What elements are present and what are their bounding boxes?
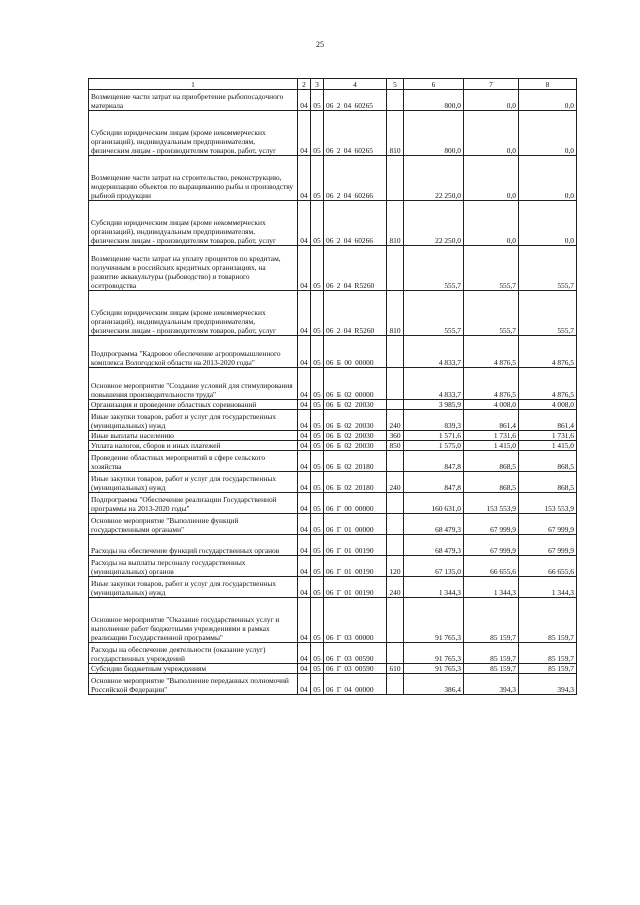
row-amount-col6: 555,7	[404, 246, 464, 291]
row-name: Основное мероприятие "Выполнение переданных полномочий Российской Федерации"	[89, 674, 298, 695]
row-subsection: 05	[311, 368, 324, 400]
row-amount-col6: 1 571,6	[404, 431, 464, 441]
table-row	[89, 664, 577, 674]
row-subsection: 05	[311, 535, 324, 556]
row-target-code: 06 2 04 R5260	[324, 291, 387, 336]
table-row	[89, 556, 577, 577]
row-section: 04	[298, 90, 311, 111]
row-amount-col6: 847,8	[404, 451, 464, 472]
row-name: Возмещение части затрат на приобретение рыбопосадочного материала	[89, 90, 298, 111]
row-amount-col8: 4 876,5	[519, 336, 577, 368]
table-row	[89, 111, 577, 156]
row-name: Возмещение части затрат на уплату процентов по кредитам, полученным в российских кредитных организациях, на развитие аквакультуры (рыбоводство) и товарного осетроводства	[89, 246, 298, 291]
row-subsection: 05	[311, 336, 324, 368]
row-amount-col8: 0,0	[519, 90, 577, 111]
row-amount-col6: 68 479,3	[404, 514, 464, 535]
row-amount-col6: 91 765,3	[404, 643, 464, 664]
row-amount-col6: 555,7	[404, 291, 464, 336]
row-target-code: 06 Б 02 20180	[324, 472, 387, 493]
row-amount-col7: 394,3	[464, 674, 519, 695]
row-amount-col7: 85 159,7	[464, 664, 519, 674]
row-name: Уплата налогов, сборов и иных платежей	[89, 441, 298, 451]
row-target-code: 06 2 04 R5260	[324, 246, 387, 291]
header-row	[89, 79, 577, 90]
row-amount-col7: 868,5	[464, 472, 519, 493]
row-section: 04	[298, 156, 311, 201]
row-target-code: 06 Г 01 00000	[324, 514, 387, 535]
row-target-code: 06 Б 02 20030	[324, 400, 387, 410]
row-amount-col7: 85 159,7	[464, 643, 519, 664]
row-amount-col6: 386,4	[404, 674, 464, 695]
row-amount-col6: 3 985,9	[404, 400, 464, 410]
row-amount-col8: 0,0	[519, 156, 577, 201]
row-target-code: 06 Г 03 00590	[324, 643, 387, 664]
header-cell: 1	[89, 79, 298, 90]
row-target-code: 06 Б 02 20180	[324, 451, 387, 472]
table-row	[89, 472, 577, 493]
header-cell: 5	[387, 79, 404, 90]
table-row	[89, 201, 577, 246]
table-row	[89, 156, 577, 201]
row-amount-col8: 555,7	[519, 291, 577, 336]
row-amount-col7: 1 415,0	[464, 441, 519, 451]
row-amount-col7: 66 655,6	[464, 556, 519, 577]
table-row	[89, 368, 577, 400]
row-section: 04	[298, 451, 311, 472]
row-name: Расходы на обеспечение деятельности (оказание услуг) государственных учреждений	[89, 643, 298, 664]
table-row	[89, 336, 577, 368]
row-subsection: 05	[311, 90, 324, 111]
row-name: Проведение областных мероприятий в сфере сельского хозяйства	[89, 451, 298, 472]
row-amount-col7: 868,5	[464, 451, 519, 472]
row-amount-col6: 67 135,0	[404, 556, 464, 577]
table-row	[89, 643, 577, 664]
row-subsection: 05	[311, 451, 324, 472]
row-section: 04	[298, 291, 311, 336]
row-name: Подпрограмма "Обеспечение реализации Государственной программы на 2013-2020 годы"	[89, 493, 298, 514]
row-section: 04	[298, 441, 311, 451]
row-amount-col7: 0,0	[464, 156, 519, 201]
row-amount-col8: 67 999,9	[519, 535, 577, 556]
row-target-code: 06 Г 03 00590	[324, 664, 387, 674]
row-section: 04	[298, 556, 311, 577]
row-section: 04	[298, 472, 311, 493]
table-row	[89, 410, 577, 431]
row-subsection: 05	[311, 556, 324, 577]
row-subsection: 05	[311, 493, 324, 514]
row-name: Возмещение части затрат на строительство, реконструкцию, модернизацию объектов по выращиванию рыбы и производству рыбной продукции	[89, 156, 298, 201]
table-row	[89, 493, 577, 514]
row-amount-col8: 868,5	[519, 451, 577, 472]
row-target-code: 06 2 04 60266	[324, 201, 387, 246]
row-section: 04	[298, 201, 311, 246]
header-cell: 3	[311, 79, 324, 90]
row-amount-col6: 800,0	[404, 111, 464, 156]
row-amount-col8: 85 159,7	[519, 598, 577, 643]
row-expense-type	[387, 493, 404, 514]
header-cell: 2	[298, 79, 311, 90]
table-row	[89, 90, 577, 111]
row-section: 04	[298, 246, 311, 291]
row-amount-col7: 67 999,9	[464, 514, 519, 535]
row-amount-col7: 555,7	[464, 291, 519, 336]
row-section: 04	[298, 577, 311, 598]
row-amount-col6: 68 479,3	[404, 535, 464, 556]
header-cell: 6	[404, 79, 464, 90]
row-amount-col8: 4 876,5	[519, 368, 577, 400]
row-subsection: 05	[311, 431, 324, 441]
row-subsection: 05	[311, 111, 324, 156]
row-amount-col7: 0,0	[464, 201, 519, 246]
row-name: Основное мероприятие "Оказание государственных услуг и выполнение работ бюджетными учреждениями в рамках реализации Государственной программы"	[89, 598, 298, 643]
row-subsection: 05	[311, 410, 324, 431]
row-amount-col6: 91 765,3	[404, 598, 464, 643]
row-amount-col8: 1 344,3	[519, 577, 577, 598]
row-subsection: 05	[311, 643, 324, 664]
row-amount-col7: 67 999,9	[464, 535, 519, 556]
row-name: Субсидии юридическим лицам (кроме некоммерческих организаций), индивидуальным предпринимателям, физическим лицам - производителям товаров, работ, услуг	[89, 201, 298, 246]
row-amount-col8: 868,5	[519, 472, 577, 493]
row-amount-col6: 22 250,0	[404, 156, 464, 201]
row-target-code: 06 Г 01 00190	[324, 535, 387, 556]
row-target-code: 06 2 04 60266	[324, 156, 387, 201]
row-amount-col8: 861,4	[519, 410, 577, 431]
row-amount-col8: 4 008,0	[519, 400, 577, 410]
row-name: Основное мероприятие "Создание условий для стимулирования повышения производительности труда"	[89, 368, 298, 400]
row-expense-type: 360	[387, 431, 404, 441]
row-amount-col8: 555,7	[519, 246, 577, 291]
row-expense-type	[387, 90, 404, 111]
row-name: Основное мероприятие "Выполнение функций государственными органами"	[89, 514, 298, 535]
row-amount-col6: 847,8	[404, 472, 464, 493]
row-expense-type	[387, 643, 404, 664]
row-target-code: 06 Г 04 00000	[324, 674, 387, 695]
table-row	[89, 441, 577, 451]
row-name: Иные закупки товаров, работ и услуг для государственных (муниципальных) нужд	[89, 577, 298, 598]
row-amount-col6: 91 765,3	[404, 664, 464, 674]
row-amount-col8: 66 655,6	[519, 556, 577, 577]
row-section: 04	[298, 410, 311, 431]
row-target-code: 06 Б 02 00000	[324, 368, 387, 400]
header-cell: 7	[464, 79, 519, 90]
row-amount-col8: 85 159,7	[519, 643, 577, 664]
table-row	[89, 674, 577, 695]
row-expense-type	[387, 514, 404, 535]
row-amount-col7: 4 876,5	[464, 368, 519, 400]
row-name: Иные закупки товаров, работ и услуг для государственных (муниципальных) нужд	[89, 410, 298, 431]
table-row	[89, 577, 577, 598]
row-subsection: 05	[311, 246, 324, 291]
table-row	[89, 451, 577, 472]
row-section: 04	[298, 493, 311, 514]
row-amount-col6: 1 575,0	[404, 441, 464, 451]
row-section: 04	[298, 535, 311, 556]
row-section: 04	[298, 514, 311, 535]
row-amount-col7: 1 731,6	[464, 431, 519, 441]
row-amount-col7: 85 159,7	[464, 598, 519, 643]
row-expense-type: 810	[387, 111, 404, 156]
row-expense-type	[387, 400, 404, 410]
row-expense-type: 240	[387, 472, 404, 493]
row-amount-col7: 555,7	[464, 246, 519, 291]
row-name: Субсидии юридическим лицам (кроме некоммерческих организаций), индивидуальным предпринимателям, физическим лицам - производителям товаров, работ, услуг	[89, 111, 298, 156]
row-section: 04	[298, 431, 311, 441]
table-row	[89, 400, 577, 410]
row-target-code: 06 Б 02 20030	[324, 431, 387, 441]
row-target-code: 06 Г 03 00000	[324, 598, 387, 643]
row-target-code: 06 2 04 60265	[324, 90, 387, 111]
table-row	[89, 291, 577, 336]
row-amount-col7: 0,0	[464, 111, 519, 156]
row-expense-type: 240	[387, 577, 404, 598]
row-subsection: 05	[311, 577, 324, 598]
row-subsection: 05	[311, 441, 324, 451]
budget-table	[88, 78, 577, 695]
row-subsection: 05	[311, 400, 324, 410]
row-expense-type	[387, 336, 404, 368]
row-expense-type: 240	[387, 410, 404, 431]
table-row	[89, 514, 577, 535]
header-cell: 4	[324, 79, 387, 90]
row-expense-type	[387, 156, 404, 201]
row-expense-type: 120	[387, 556, 404, 577]
row-amount-col6: 800,0	[404, 90, 464, 111]
row-expense-type	[387, 368, 404, 400]
row-section: 04	[298, 674, 311, 695]
row-amount-col6: 4 833,7	[404, 368, 464, 400]
row-section: 04	[298, 111, 311, 156]
row-amount-col6: 4 833,7	[404, 336, 464, 368]
row-name: Субсидии юридическим лицам (кроме некоммерческих организаций), индивидуальным предпринимателям, физическим лицам - производителям товаров, работ, услуг	[89, 291, 298, 336]
row-amount-col8: 153 553,9	[519, 493, 577, 514]
table-row	[89, 535, 577, 556]
row-target-code: 06 2 04 60265	[324, 111, 387, 156]
row-amount-col7: 153 553,9	[464, 493, 519, 514]
row-name: Подпрограмма "Кадровое обеспечение агропромышленного комплекса Вологодской области на 2013-2020 годы"	[89, 336, 298, 368]
row-amount-col8: 0,0	[519, 111, 577, 156]
row-name: Иные закупки товаров, работ и услуг для государственных (муниципальных) нужд	[89, 472, 298, 493]
row-subsection: 05	[311, 598, 324, 643]
row-target-code: 06 Б 02 20030	[324, 441, 387, 451]
row-amount-col7: 861,4	[464, 410, 519, 431]
page-number: 25	[316, 40, 324, 49]
row-expense-type: 610	[387, 664, 404, 674]
row-amount-col8: 1 415,0	[519, 441, 577, 451]
row-amount-col8: 85 159,7	[519, 664, 577, 674]
row-section: 04	[298, 400, 311, 410]
row-amount-col6: 1 344,3	[404, 577, 464, 598]
row-amount-col6: 839,3	[404, 410, 464, 431]
row-target-code: 06 Г 01 00190	[324, 556, 387, 577]
row-amount-col7: 4 008,0	[464, 400, 519, 410]
row-expense-type	[387, 451, 404, 472]
row-target-code: 06 Б 00 00000	[324, 336, 387, 368]
row-section: 04	[298, 336, 311, 368]
row-amount-col7: 4 876,5	[464, 336, 519, 368]
row-name: Расходы на обеспечение функций государственных органов	[89, 535, 298, 556]
row-target-code: 06 Б 02 20030	[324, 410, 387, 431]
row-amount-col7: 1 344,3	[464, 577, 519, 598]
row-section: 04	[298, 643, 311, 664]
table-row	[89, 246, 577, 291]
row-expense-type: 810	[387, 201, 404, 246]
row-amount-col8: 1 731,6	[519, 431, 577, 441]
row-expense-type: 850	[387, 441, 404, 451]
row-name: Организация и проведение областных соревнований	[89, 400, 298, 410]
table-row	[89, 598, 577, 643]
row-expense-type	[387, 246, 404, 291]
row-amount-col7: 0,0	[464, 90, 519, 111]
row-subsection: 05	[311, 674, 324, 695]
row-subsection: 05	[311, 514, 324, 535]
row-name: Расходы на выплаты персоналу государственных (муниципальных) органов	[89, 556, 298, 577]
row-amount-col8: 0,0	[519, 201, 577, 246]
row-subsection: 05	[311, 156, 324, 201]
row-section: 04	[298, 664, 311, 674]
row-name: Субсидии бюджетным учреждениям	[89, 664, 298, 674]
row-expense-type	[387, 598, 404, 643]
row-section: 04	[298, 598, 311, 643]
row-expense-type	[387, 535, 404, 556]
row-target-code: 06 Г 00 00000	[324, 493, 387, 514]
row-subsection: 05	[311, 472, 324, 493]
row-amount-col8: 394,3	[519, 674, 577, 695]
row-amount-col6: 22 250,0	[404, 201, 464, 246]
row-subsection: 05	[311, 201, 324, 246]
row-expense-type: 810	[387, 291, 404, 336]
row-amount-col6: 160 631,0	[404, 493, 464, 514]
row-target-code: 06 Г 01 00190	[324, 577, 387, 598]
table-row	[89, 431, 577, 441]
header-cell: 8	[519, 79, 577, 90]
row-amount-col8: 67 999,9	[519, 514, 577, 535]
row-subsection: 05	[311, 291, 324, 336]
row-section: 04	[298, 368, 311, 400]
row-expense-type	[387, 674, 404, 695]
row-name: Иные выплаты населению	[89, 431, 298, 441]
row-subsection: 05	[311, 664, 324, 674]
